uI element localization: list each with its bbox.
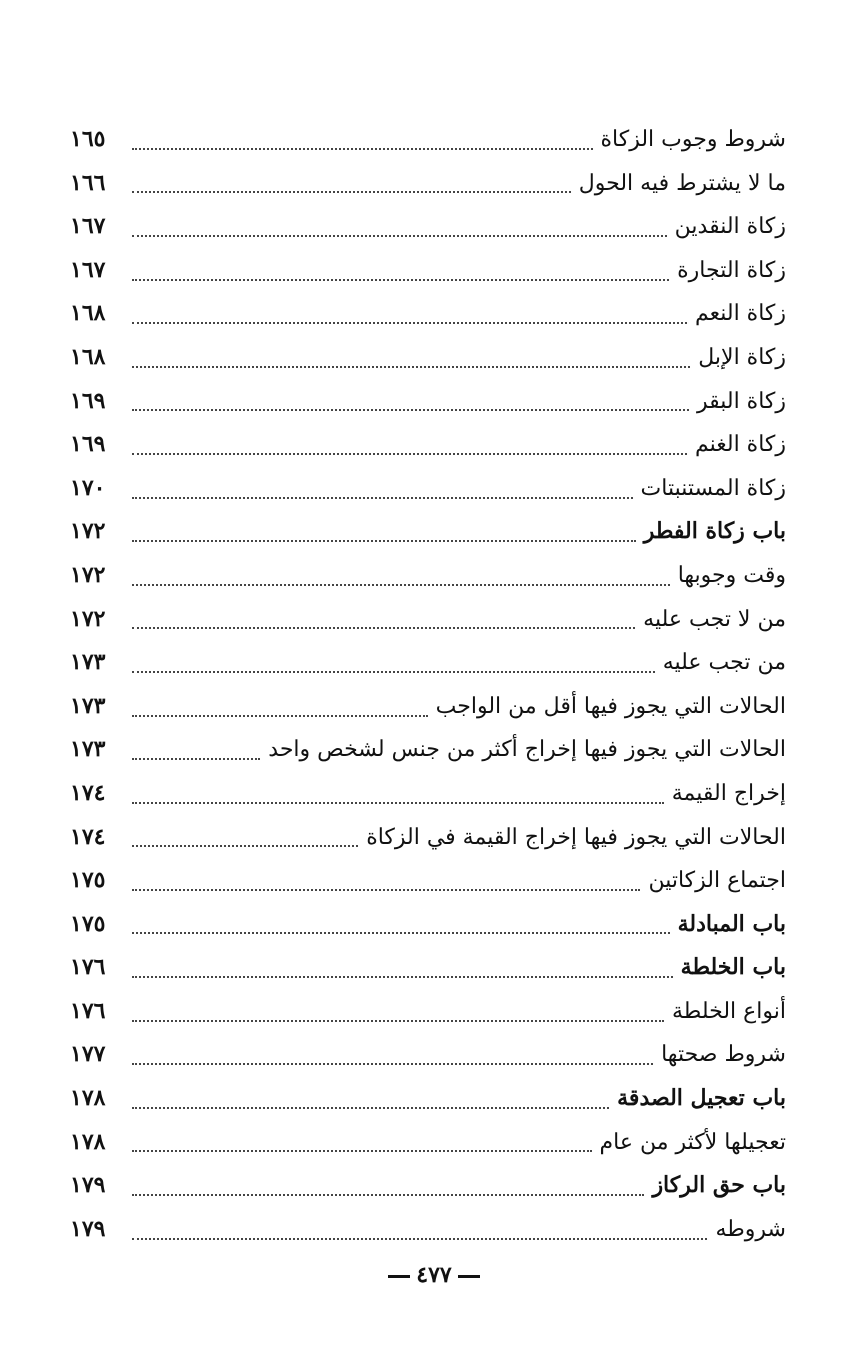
dot-leader — [132, 889, 640, 891]
toc-entry — [70, 598, 786, 642]
toc-page-number: ١٧٢ — [70, 518, 106, 545]
dot-leader — [132, 802, 664, 804]
toc-entry-title: زكاة النعم — [694, 301, 786, 327]
dot-leader — [132, 758, 260, 760]
toc-entry — [70, 859, 786, 903]
toc-page-number: ١٦٦ — [70, 169, 106, 196]
toc-entry — [70, 1121, 786, 1165]
toc-page-number: ١٧٥ — [70, 867, 106, 894]
toc-page-number: ١٧٨ — [70, 1085, 106, 1112]
toc-entry-title: من تجب عليه — [662, 650, 786, 676]
toc-page-number: ١٧٩ — [70, 1215, 106, 1242]
toc-entry — [70, 816, 786, 860]
toc-entry — [70, 162, 786, 206]
dot-leader — [132, 540, 636, 542]
toc-entry-title: شروط صحتها — [661, 1042, 786, 1068]
toc-entry-title: الحالات التي يجوز فيها أقل من الواجب — [435, 693, 786, 719]
toc-page-number: ١٧٣ — [70, 649, 106, 676]
dot-leader — [132, 322, 687, 324]
toc-chapter-title: باب المبادلة — [677, 910, 786, 937]
toc-page-number: ١٦٩ — [70, 387, 106, 414]
toc-page-number: ١٧٣ — [70, 736, 106, 763]
toc-entry-title: زكاة المستنبتات — [640, 475, 786, 501]
dot-leader — [132, 715, 428, 717]
toc-entry — [70, 292, 786, 336]
dot-leader — [132, 1150, 592, 1152]
toc-page-number: ١٦٨ — [70, 343, 106, 370]
toc-entry-title: إخراج القيمة — [671, 780, 786, 806]
toc-entry-title: شروطه — [715, 1216, 786, 1242]
toc-entry — [70, 1033, 786, 1077]
toc-chapter-title: باب تعجيل الصدقة — [617, 1085, 786, 1112]
toc-page-number: ١٦٩ — [70, 431, 106, 458]
toc-entry — [70, 903, 786, 947]
toc-page-number: ١٦٧ — [70, 213, 106, 240]
toc-entry — [70, 1164, 786, 1208]
toc-entry-title: اجتماع الزكاتين — [648, 868, 786, 894]
toc-page-number: ١٧٥ — [70, 910, 106, 937]
toc-entry-title: من لا تجب عليه — [643, 606, 786, 632]
toc-page-number: ١٧٣ — [70, 692, 106, 719]
toc-page-number: ١٧٤ — [70, 779, 106, 806]
toc-entry-title: وقت وجوبها — [677, 562, 786, 588]
page-number-footer — [0, 1262, 868, 1288]
dot-leader — [132, 1194, 644, 1196]
dot-leader — [132, 148, 593, 150]
toc-entry — [70, 1208, 786, 1252]
toc-entry — [70, 554, 786, 598]
toc-entry — [70, 205, 786, 249]
dot-leader — [132, 976, 673, 978]
toc-page-number: ١٧٤ — [70, 823, 106, 850]
toc-page-number: ١٦٧ — [70, 256, 106, 283]
page-number: ٤٧٧ — [416, 1262, 452, 1288]
toc-chapter-title: باب زكاة الفطر — [643, 518, 786, 545]
toc-entry — [70, 685, 786, 729]
dot-leader — [132, 627, 635, 629]
toc-entry-title: زكاة الغنم — [694, 432, 786, 458]
toc-entry — [70, 1077, 786, 1121]
toc-page-number: ١٧٩ — [70, 1172, 106, 1199]
toc-entry-title: تعجيلها لأكثر من عام — [599, 1129, 786, 1155]
toc-entry — [70, 510, 786, 554]
toc-entry — [70, 118, 786, 162]
toc-entry-title: زكاة التجارة — [677, 257, 786, 283]
footer-dash-left — [388, 1275, 410, 1278]
toc-entry — [70, 380, 786, 424]
dot-leader — [132, 453, 687, 455]
dot-leader — [132, 1107, 609, 1109]
dot-leader — [132, 932, 670, 934]
dot-leader — [132, 409, 689, 411]
toc-entry-title: ما لا يشترط فيه الحول — [578, 170, 786, 196]
dot-leader — [132, 235, 667, 237]
footer-dash-right — [458, 1275, 480, 1278]
toc-entry — [70, 946, 786, 990]
dot-leader — [132, 584, 670, 586]
toc-chapter-title: باب حق الركاز — [652, 1172, 786, 1199]
toc-entry — [70, 336, 786, 380]
toc-entry-title: شروط وجوب الزكاة — [600, 127, 786, 152]
dot-leader — [132, 1238, 707, 1240]
dot-leader — [132, 671, 655, 673]
toc-entry — [70, 990, 786, 1034]
toc-entry-title: زكاة البقر — [696, 388, 786, 414]
toc-chapter-title: باب الخلطة — [680, 954, 786, 981]
dot-leader — [132, 1063, 653, 1065]
dot-leader — [132, 279, 669, 281]
toc-entry — [70, 728, 786, 772]
toc-page-number: ١٧٦ — [70, 954, 106, 981]
toc-entry-title: الحالات التي يجوز فيها إخراج أكثر من جنس لشخص واحد — [268, 737, 786, 763]
toc-page-number: ١٧٨ — [70, 1128, 106, 1155]
dot-leader — [132, 366, 690, 368]
table-of-contents — [70, 118, 786, 1251]
toc-page-number: ١٧٢ — [70, 605, 106, 632]
toc-page-number: ١٧٦ — [70, 997, 106, 1024]
toc-page-number: ١٧٧ — [70, 1041, 106, 1068]
toc-entry-title: أنواع الخلطة — [672, 998, 786, 1024]
toc-entry-title: زكاة الإبل — [698, 344, 786, 370]
toc-entry — [70, 249, 786, 293]
toc-entry — [70, 467, 786, 511]
toc-page-number: ١٦٥ — [70, 126, 106, 152]
toc-entry — [70, 772, 786, 816]
dot-leader — [132, 1020, 664, 1022]
toc-entry-title: زكاة النقدين — [674, 214, 786, 240]
toc-page-number: ١٧٢ — [70, 561, 106, 588]
toc-entry — [70, 423, 786, 467]
toc-page-number: ١٦٨ — [70, 300, 106, 327]
dot-leader — [132, 845, 358, 847]
dot-leader — [132, 497, 633, 499]
toc-page-number: ١٧٠ — [70, 474, 106, 501]
dot-leader — [132, 191, 571, 193]
toc-entry — [70, 641, 786, 685]
toc-entry-title: الحالات التي يجوز فيها إخراج القيمة في الزكاة — [366, 824, 786, 850]
